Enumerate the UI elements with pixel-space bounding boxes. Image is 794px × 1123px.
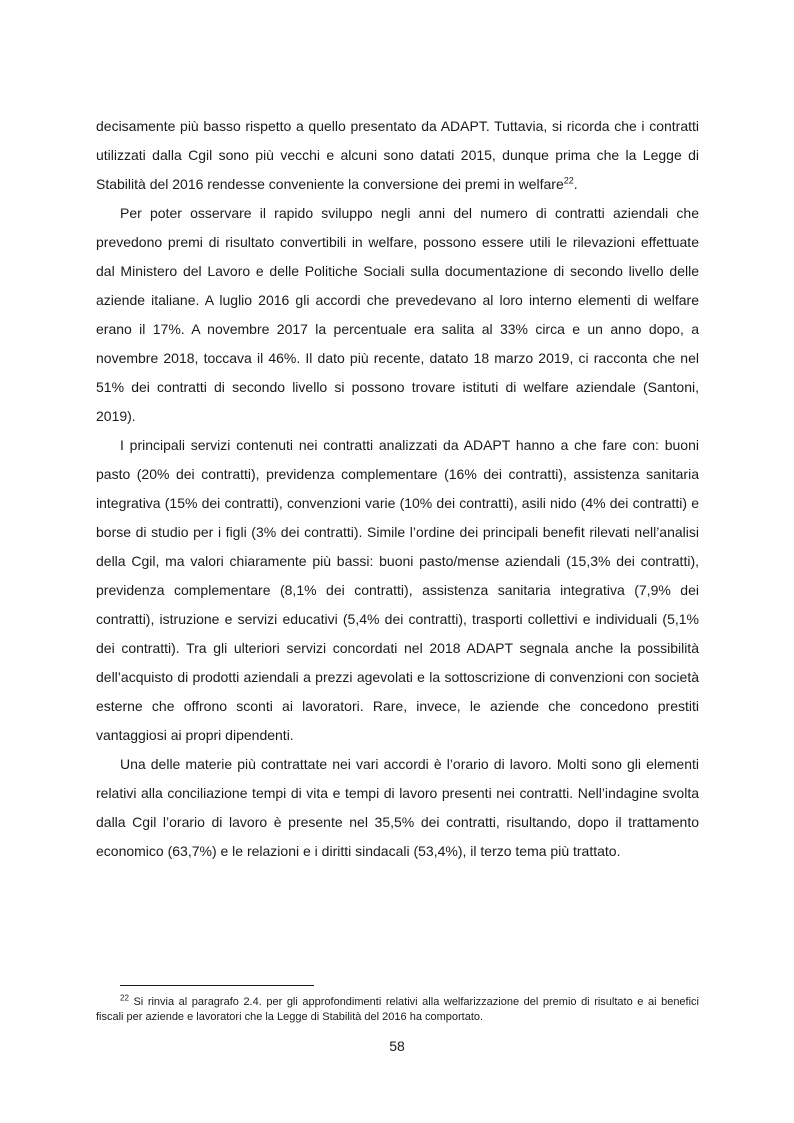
footnote-text: Si rinvia al paragrafo 2.4. per gli approfondimenti relativi alla welfarizzazione del premio di risultato e ai benefici fiscali per aziende e lavoratori che la Legge di Stabilità del 2016 ha comportato. (96, 996, 699, 1023)
footnote-number: 22 (120, 993, 129, 1003)
paragraph-1-end: . (573, 176, 578, 192)
paragraph-2: Per poter osservare il rapido sviluppo negli anni del numero di contratti aziendali che prevedono premi di risultato convertibili in welfare, possono essere utili le rilevazioni effettuate dal Ministero del Lavoro e delle Politiche Sociali sulla documentazione di secondo livello delle aziende italiane. A luglio 2016 gli accordi che prevedevano al loro interno elementi di welfare erano il 17%. A novembre 2017 la percentuale era salita al 33% circa e un anno dopo, a novembre 2018, toccava il 46%. Il dato più recente, datato 18 marzo 2019, ci racconta che nel 51% dei contratti di secondo livello si possono trovare istituti di welfare aziendale (Santoni, 2019). (96, 205, 699, 424)
paragraph-3: I principali servizi contenuti nei contratti analizzati da ADAPT hanno a che fare con: buoni pasto (20% dei contratti), previdenza complementare (16% dei contratti), assistenza sanitaria integrativa (15% dei contratti), convenzioni varie (10% dei contratti), asili nido (4% dei contratti) e borse di studio per i figli (3% dei contratti). Simile l’ordine dei principali benefit rilevati nell’analisi della Cgil, ma valori chiaramente più bassi: buoni pasto/mense aziendali (15,3% dei contratti), previdenza complementare (8,1% dei contratti), assistenza sanitaria integrativa (7,9% dei contratti), istruzione e servizi educativi (5,4% dei contratti), trasporti collettivi e individuali (5,1% dei contratti). Tra gli ulteriori servizi concordati nel 2018 ADAPT segnala anche la possibilità dell’acquisto di prodotti aziendali a prezzi agevolati e la sottoscrizione di convenzioni con società esterne che offrono sconti ai lavoratori. Rare, invece, le aziende che concedono prestiti vantaggiosi ai propri dipendenti. (96, 437, 699, 743)
footnote (96, 995, 699, 1025)
footnote-reference[interactable]: 22 (563, 175, 574, 186)
page-number: 58 (389, 1038, 405, 1054)
page-body (96, 112, 699, 866)
footnote-divider (120, 985, 314, 986)
paragraph-4: Una delle materie più contrattate nei vari accordi è l’orario di lavoro. Molti sono gli elementi relativi alla conciliazione tempi di vita e tempi di lavoro presenti nei contratti. Nell’indagine svolta dalla Cgil l’orario di lavoro è presente nel 35,5% dei contratti, risultando, dopo il trattamento economico (63,7%) e le relazioni e i diritti sindacali (53,4%), il terzo tema più trattato. (96, 756, 699, 859)
paragraph-1-text: decisamente più basso rispetto a quello presentato da ADAPT. Tuttavia, si ricorda che i contratti utilizzati dalla Cgil sono più vecchi e alcuni sono datati 2015, dunque prima che la Legge di Stabilità del 2016 rendesse conveniente la conversione dei premi in welfare (96, 118, 699, 192)
paragraph-1 (96, 112, 699, 199)
